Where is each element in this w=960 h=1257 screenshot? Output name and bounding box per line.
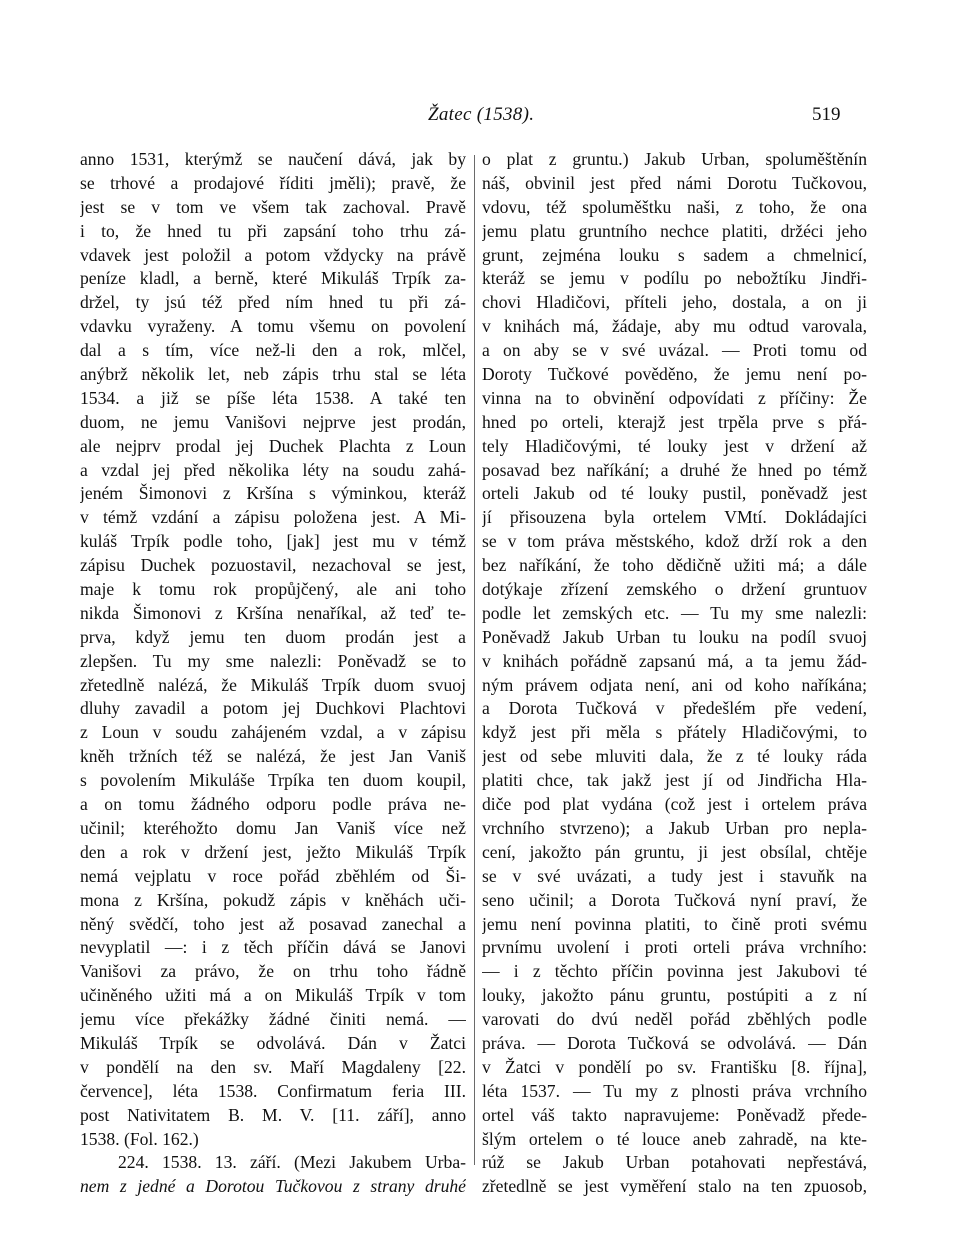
text-line: držel, ty jsú též před ním hned tu při zá-	[80, 292, 466, 313]
text-line: nevyplatil —: i z těch příčin dává se Janovi	[80, 937, 466, 958]
text-line: náš, obvinil jest před námi Dorotu Tučkovou,	[482, 172, 867, 193]
text-line: kuláš Trpík podle toho, [jak] jest mu v témž	[80, 531, 466, 552]
text-line: zřetedlně nalézá, že Mikuláš Trpík duom svuoj	[80, 674, 466, 695]
running-title: Žatec (1538).	[428, 104, 535, 125]
text-line: nem z jedné a Dorotou Tučkovou z strany druhé	[80, 1176, 466, 1197]
text-line: bez naříkání, že toho dědičně užiti má; a dále	[482, 555, 867, 576]
text-line: se v své uvázati, a tudy jest i stavuňk na	[482, 865, 867, 886]
text-line: dal a s tím, více než-li den a rok, mlčel,	[80, 340, 466, 361]
text-line: a on tomu žádného odporu podle práva ne-	[80, 794, 466, 815]
text-line: podle let zemských etc. — Tu my sme nalezli:	[482, 602, 867, 623]
text-line: jemu více překážky žádné činiti nemá. —	[80, 1009, 466, 1030]
text-line: zřetedlně se jest vyměření stalo na ten zpuosob,	[482, 1176, 867, 1197]
text-line: 1538. (Fol. 162.)	[80, 1128, 199, 1149]
text-line: mona z Kršína, pokudž zápis v kněhách uči-	[80, 889, 466, 910]
text-line: jí přisouzena byla ortelem VMtí. Dokládajíci	[482, 507, 867, 528]
text-line: hned po orteli, kterajž jest trpěla prve s přá-	[482, 411, 867, 432]
text-line: jest se v tom ve všem tak zachoval. Pravě	[80, 196, 466, 217]
left-column	[80, 148, 466, 1199]
text-line: rúž se Jakub Urban potahovati nepřestává,	[482, 1152, 867, 1173]
text-line: a vzdal jej před několika léty na soudu zahá-	[80, 459, 466, 480]
text-line: ale nejprv prodal jej Duchek Plachta z Loun	[80, 435, 466, 456]
text-line: — i z těchto příčin povinna jest Jakubovi té	[482, 961, 867, 982]
text-line: dluhy zavadil a potom jej Duchkovi Plachtovi	[80, 698, 466, 719]
text-line: jest od sebe mluviti dala, že z té louky ráda	[482, 746, 867, 767]
text-line: 1534. a již se píše léta 1538. A také ten	[80, 387, 466, 408]
text-line: i to, že hned tu při zapsání toho trhu zá-	[80, 220, 466, 241]
text-line: posavad bez naříkání; a druhé že hned po témž	[482, 459, 867, 480]
page-number: 519	[812, 104, 841, 125]
text-line: v knihách má, žádaje, aby mu odtud varovala,	[482, 316, 867, 337]
text-line: cení, jakožto pán gruntu, ji jest obsílal, chtěje	[482, 841, 867, 862]
text-line: července], léta 1538. Confirmatum feria III.	[80, 1080, 466, 1101]
text-line: šlým ortelem o té louce aneb zahradě, na kte-	[482, 1128, 867, 1149]
text-line: zápisu Duchek pozuostavil, nezachoval se jest,	[80, 555, 466, 576]
text-line: Vanišovi za právo, že on trhu toho řádně	[80, 961, 466, 982]
text-line: louky, jakožto pánu gruntu, postúpiti a z ní	[482, 985, 867, 1006]
text-line: prvnímu uvolení i proti orteli práva vrchního:	[482, 937, 867, 958]
text-line: práva. — Dorota Tučková se odvolává. — Dán	[482, 1032, 867, 1053]
text-line: v knihách pořádně zapsanú má, a ta jemu žád-	[482, 650, 867, 671]
text-line: kteráž se jemu v podílu po nebožtíku Jindři-	[482, 268, 867, 289]
text-line: anýbrž několik let, neb zápis trhu stal se léta	[80, 364, 466, 385]
text-line: varovati do dvú neděl pořád zběhlých podle	[482, 1009, 867, 1030]
text-line: z Loun v soudu zahájeném vzdal, a v zápisu	[80, 722, 466, 743]
text-line: jemu platu gruntního nechce platiti, držéci jeho	[482, 220, 867, 241]
text-line: anno 1531, kterýmž se naučení dává, jak by	[80, 149, 466, 169]
text-line: dotýkaje zřízení zemského o držení gruntuov	[482, 579, 867, 600]
page-header	[0, 104, 960, 130]
text-line: když jest při měla s přátely Hladičovými, to	[482, 722, 867, 743]
text-line: se v tom práva městského, kdož drží rok a den	[482, 531, 867, 552]
text-line: nikda Šimonovi z Kršína nenaříkal, až teď te-	[80, 602, 466, 623]
text-line: nemá vejplatu v roce pořád zběhlém od Ši-	[80, 865, 466, 886]
text-line: léta 1537. — Tu my z plnosti práva vrchního	[482, 1080, 867, 1101]
text-line: o plat z gruntu.) Jakub Urban, spoluměštěnín	[482, 149, 867, 169]
text-line: vrchního stvrzeno); a Jakub Urban pro nepla-	[482, 817, 867, 838]
text-line: učiněného užiti má a on Mikuláš Trpík v tom	[80, 985, 466, 1006]
text-line: Poněvadž Jakub Urban tu louku na podíl svuoj	[482, 626, 867, 647]
text-line: prva, když jemu ten duom prodán jest a	[80, 626, 466, 647]
text-line: a Dorota Tučková v předešlém pře vedení,	[482, 698, 867, 719]
text-line: ným právem odjata není, ani od koho naříkána;	[482, 674, 867, 695]
text-line: vdavek jest položil a potom vždycky na právě	[80, 244, 466, 265]
text-line: Doroty Tučkové pověděno, že jemu není po-	[482, 364, 867, 385]
right-column	[482, 148, 867, 1199]
text-line: diče pod plat vydána (což jest i ortelem práva	[482, 794, 867, 815]
text-line: maje k tomu rok propůjčený, ale ani toho	[80, 579, 466, 600]
text-line: chovi Hladičovi, příteli jeho, dostala, a on ji	[482, 292, 867, 313]
text-line: a on aby se v své uvázal. — Proti tomu od	[482, 340, 867, 361]
text-line: grunt, zejména louku s sadem a chmelnicí,	[482, 244, 867, 265]
text-line: něný svědčí, toho jest až posavad zanechal a	[80, 913, 466, 934]
column-divider	[474, 155, 475, 1165]
text-line: učinil; kteréhožto domu Jan Vaniš více než	[80, 817, 466, 838]
text-line: ortel váš takto napravujeme: Poněvadž přede-	[482, 1104, 867, 1125]
text-line: 224. 1538. 13. září. (Mezi Jakubem Urba-	[118, 1152, 466, 1173]
text-line: v Žatci v pondělí po sv. Františku [8. října],	[482, 1056, 867, 1077]
text-line: tely Hladičovými, té louky jest v držení až	[482, 435, 867, 456]
text-line: jemu není povinna platiti, to čině proti svému	[482, 913, 867, 934]
text-line: duom, ne jemu Vanišovi nejprve jest prodán,	[80, 411, 466, 432]
text-line: vdovu, též spoluměštku naši, z toho, že ona	[482, 196, 867, 217]
text-line: seno učinil; a Dorota Tučková nyní praví, že	[482, 889, 867, 910]
text-line: vdavku vyraženy. A tomu všemu on povolení	[80, 316, 466, 337]
text-line: Mikuláš Trpík se odvolává. Dán v Žatci	[80, 1032, 466, 1053]
text-line: vinna na to obvinění odpovídati z příčiny: Že	[482, 387, 867, 408]
text-line: se trhové a prodajové říditi jměli); pravě, že	[80, 172, 466, 193]
text-line: orteli Jakub od té louky pustil, poněvadž jest	[482, 483, 867, 504]
text-line: kněh tržních též se nalézá, že jest Jan Vaniš	[80, 746, 466, 767]
text-line: v pondělí na den sv. Maří Magdaleny [22.	[80, 1056, 466, 1077]
text-line: platiti chce, tak jakž jest jí od Jindřicha Hla-	[482, 770, 867, 791]
text-line: zlepšen. Tu my sme nalezli: Poněvadž se to	[80, 650, 466, 671]
text-line: post Nativitatem B. M. V. [11. září], anno	[80, 1104, 466, 1125]
text-line: v témž vzdání a zápisu položena jest. A Mi-	[80, 507, 466, 528]
text-line: s povolením Mikuláše Trpíka ten duom koupil,	[80, 770, 466, 791]
text-line: jeném Šimonovi z Kršína s výminkou, kteráž	[80, 483, 466, 504]
text-line: den a rok v držení jest, ježto Mikuláš Trpík	[80, 841, 466, 862]
text-line: peníze kladl, a berně, které Mikuláš Trpík za-	[80, 268, 466, 289]
